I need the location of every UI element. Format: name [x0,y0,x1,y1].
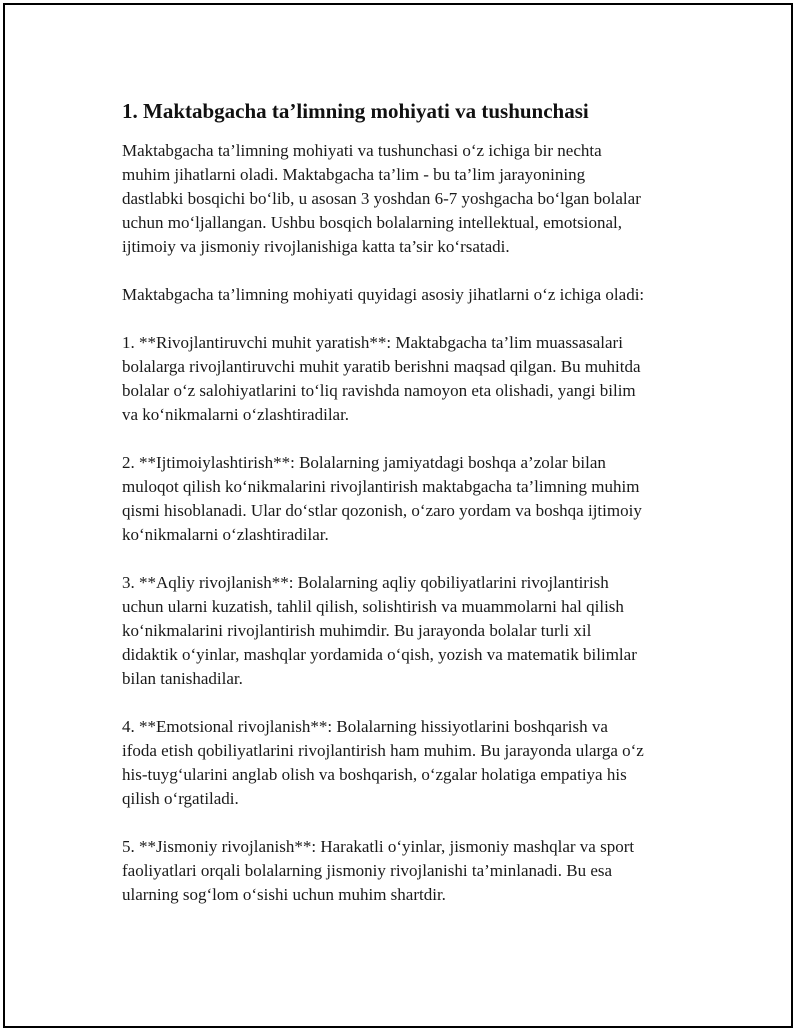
list-item-1-paragraph [122,331,702,427]
text-line: faoliyatlari orqali bolalarning jismoniy rivojlanishi ta’minlanadi. Bu esa [122,861,613,880]
text-line: va ko‘nikmalarni o‘zlashtiradilar. [122,405,350,424]
text-line: 1. **Rivojlantiruvchi muhit yaratish**: Maktabgacha ta’lim muassasalari [122,333,623,352]
text-line: Maktabgacha ta’limning mohiyati quyidagi asosiy jihatlarni o‘z ichiga oladi: [122,285,645,304]
text-line: qismi hisoblanadi. Ular do‘stlar qozonish, o‘zaro yordam va boshqa ijtimoiy [122,501,642,520]
text-line: uchun mo‘ljallangan. Ushbu bosqich bolalarning intellektual, emotsional, [122,213,622,232]
text-line: Maktabgacha ta’limning mohiyati va tushunchasi o‘z ichiga bir nechta [122,141,602,160]
document-body [122,98,702,931]
intro-paragraph [122,139,702,259]
text-line: bolalar o‘z salohiyatlarini to‘liq ravishda namoyon eta olishadi, yangi bilim [122,381,636,400]
text-line: his-tuyg‘ularini anglab olish va boshqarish, o‘zgalar holatiga empatiya his [122,765,627,784]
text-line: ko‘nikmalarini rivojlantirish muhimdir. Bu jarayonda bolalar turli xil [122,621,592,640]
document-title: 1. Maktabgacha ta’limning mohiyati va tushunchasi [122,99,589,123]
text-line: uchun ularni kuzatish, tahlil qilish, solishtirish va muammolarni hal qilish [122,597,624,616]
text-line: 2. **Ijtimoiylashtirish**: Bolalarning jamiyatdagi boshqa a’zolar bilan [122,453,606,472]
lead-in-paragraph [122,283,702,307]
list-item-2-paragraph [122,451,702,547]
page-frame [3,3,793,1028]
text-line: bilan tanishadilar. [122,669,243,688]
text-line: didaktik o‘yinlar, mashqlar yordamida o‘qish, yozish va matematik bilimlar [122,645,637,664]
list-item-5-paragraph [122,835,702,907]
text-line: muhim jihatlarni oladi. Maktabgacha ta’lim - bu ta’lim jarayonining [122,165,586,184]
text-line: dastlabki bosqichi bo‘lib, u asosan 3 yoshdan 6-7 yoshgacha bo‘lgan bolalar [122,189,641,208]
text-line: muloqot qilish ko‘nikmalarini rivojlantirish maktabgacha ta’limning muhim [122,477,640,496]
text-line: ko‘nikmalarni o‘zlashtiradilar. [122,525,329,544]
text-line: ifoda etish qobiliyatlarini rivojlantirish ham muhim. Bu jarayonda ularga o‘z [122,741,644,760]
text-line: bolalarga rivojlantiruvchi muhit yaratib berishni maqsad qilgan. Bu muhitda [122,357,641,376]
text-line: qilish o‘rgatiladi. [122,789,239,808]
text-line: 3. **Aqliy rivojlanish**: Bolalarning aqliy qobiliyatlarini rivojlantirish [122,573,609,592]
list-item-4-paragraph [122,715,702,811]
text-line: ularning sog‘lom o‘sishi uchun muhim shartdir. [122,885,446,904]
text-line: 4. **Emotsional rivojlanish**: Bolalarning hissiyotlarini boshqarish va [122,717,608,736]
text-line: 5. **Jismoniy rivojlanish**: Harakatli o‘yinlar, jismoniy mashqlar va sport [122,837,635,856]
list-item-3-paragraph [122,571,702,691]
text-line: ijtimoiy va jismoniy rivojlanishiga katta ta’sir ko‘rsatadi. [122,237,510,256]
